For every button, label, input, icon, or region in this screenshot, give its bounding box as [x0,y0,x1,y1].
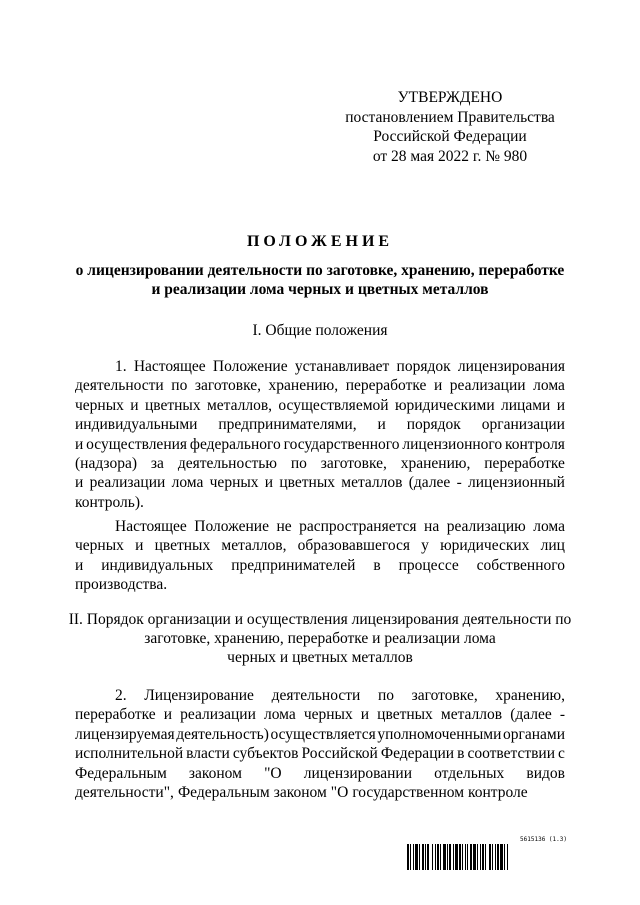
approval-line: Российской Федерации [373,128,527,145]
document-subtitle [60,261,580,299]
paragraph-line: 2. Лицензирование деятельности по заготовке, хранению, [115,687,565,704]
paragraph-line: (надзора) за деятельностью по заготовке, хранению, переработке [75,455,565,473]
paragraph-line: исполнительной власти субъектов Российской Федерации в соответствии с [75,745,565,763]
paragraph-line: производства. [75,576,168,594]
barcode-image [407,844,567,870]
section-heading-line: заготовке, хранению, переработке и реализации лома [144,630,496,647]
paragraph-3 [75,686,565,802]
approval-line: постановлением Правительства [345,108,555,126]
section-heading-line: I. Общие положения [252,322,388,339]
barcode-number: 5615136 (1.3) [520,836,567,843]
paragraph-line: деятельности", Федеральным законом "О государственном контроле [75,784,528,802]
paragraph-1 [75,357,565,512]
paragraph-line: и реализации лома черных и цветных металлов (далее - лицензионный [75,474,565,492]
paragraph-line: Федеральным законом "О лицензировании отдельных видов [75,764,565,782]
paragraph-line: переработке и реализации лома черных и цветных металлов (далее - [75,706,565,724]
document-title: ПОЛОЖЕНИЕ [246,233,394,250]
section-heading-line: II. Порядок организации и осуществления лицензирования деятельности по [68,611,572,628]
section-heading-line: черных и цветных металлов [227,649,413,666]
paragraph-line: лицензируемая деятельность) осуществляется уполномоченными органами [75,725,565,743]
subtitle-line: и реализации лома черных и цветных металлов [151,281,489,298]
paragraph-line: Настоящее Положение не распространяется на реализацию лома [115,518,565,535]
barcode-block [407,836,567,872]
paragraph-line: контроль). [75,493,144,511]
approval-stamp [332,88,568,166]
paragraph-line: и индивидуальных предпринимателей в процессе собственного [75,556,565,574]
paragraph-line: черных и цветных металлов, образовавшегося у юридических лиц [75,537,565,555]
subtitle-line: о лицензировании деятельности по заготовке, хранению, переработке [75,262,565,279]
paragraph-line: и осуществления федерального государственного лицензионного контроля [75,435,565,453]
section-heading-2 [0,610,640,667]
paragraph-line: 1. Настоящее Положение устанавливает порядок лицензирования [115,358,565,375]
paragraph-line: деятельности по заготовке, хранению, переработке и реализации лома [75,377,565,395]
paragraph-line: индивидуальными предпринимателями, и порядок организации [75,416,565,434]
approval-line: от 28 мая 2022 г. № 980 [372,147,528,165]
paragraph-2 [75,517,565,595]
section-heading-1 [0,321,640,340]
paragraph-line: черных и цветных металлов, осуществляемой юридическими лицами и [75,396,565,414]
approval-line: УТВЕРЖДЕНО [397,89,503,106]
